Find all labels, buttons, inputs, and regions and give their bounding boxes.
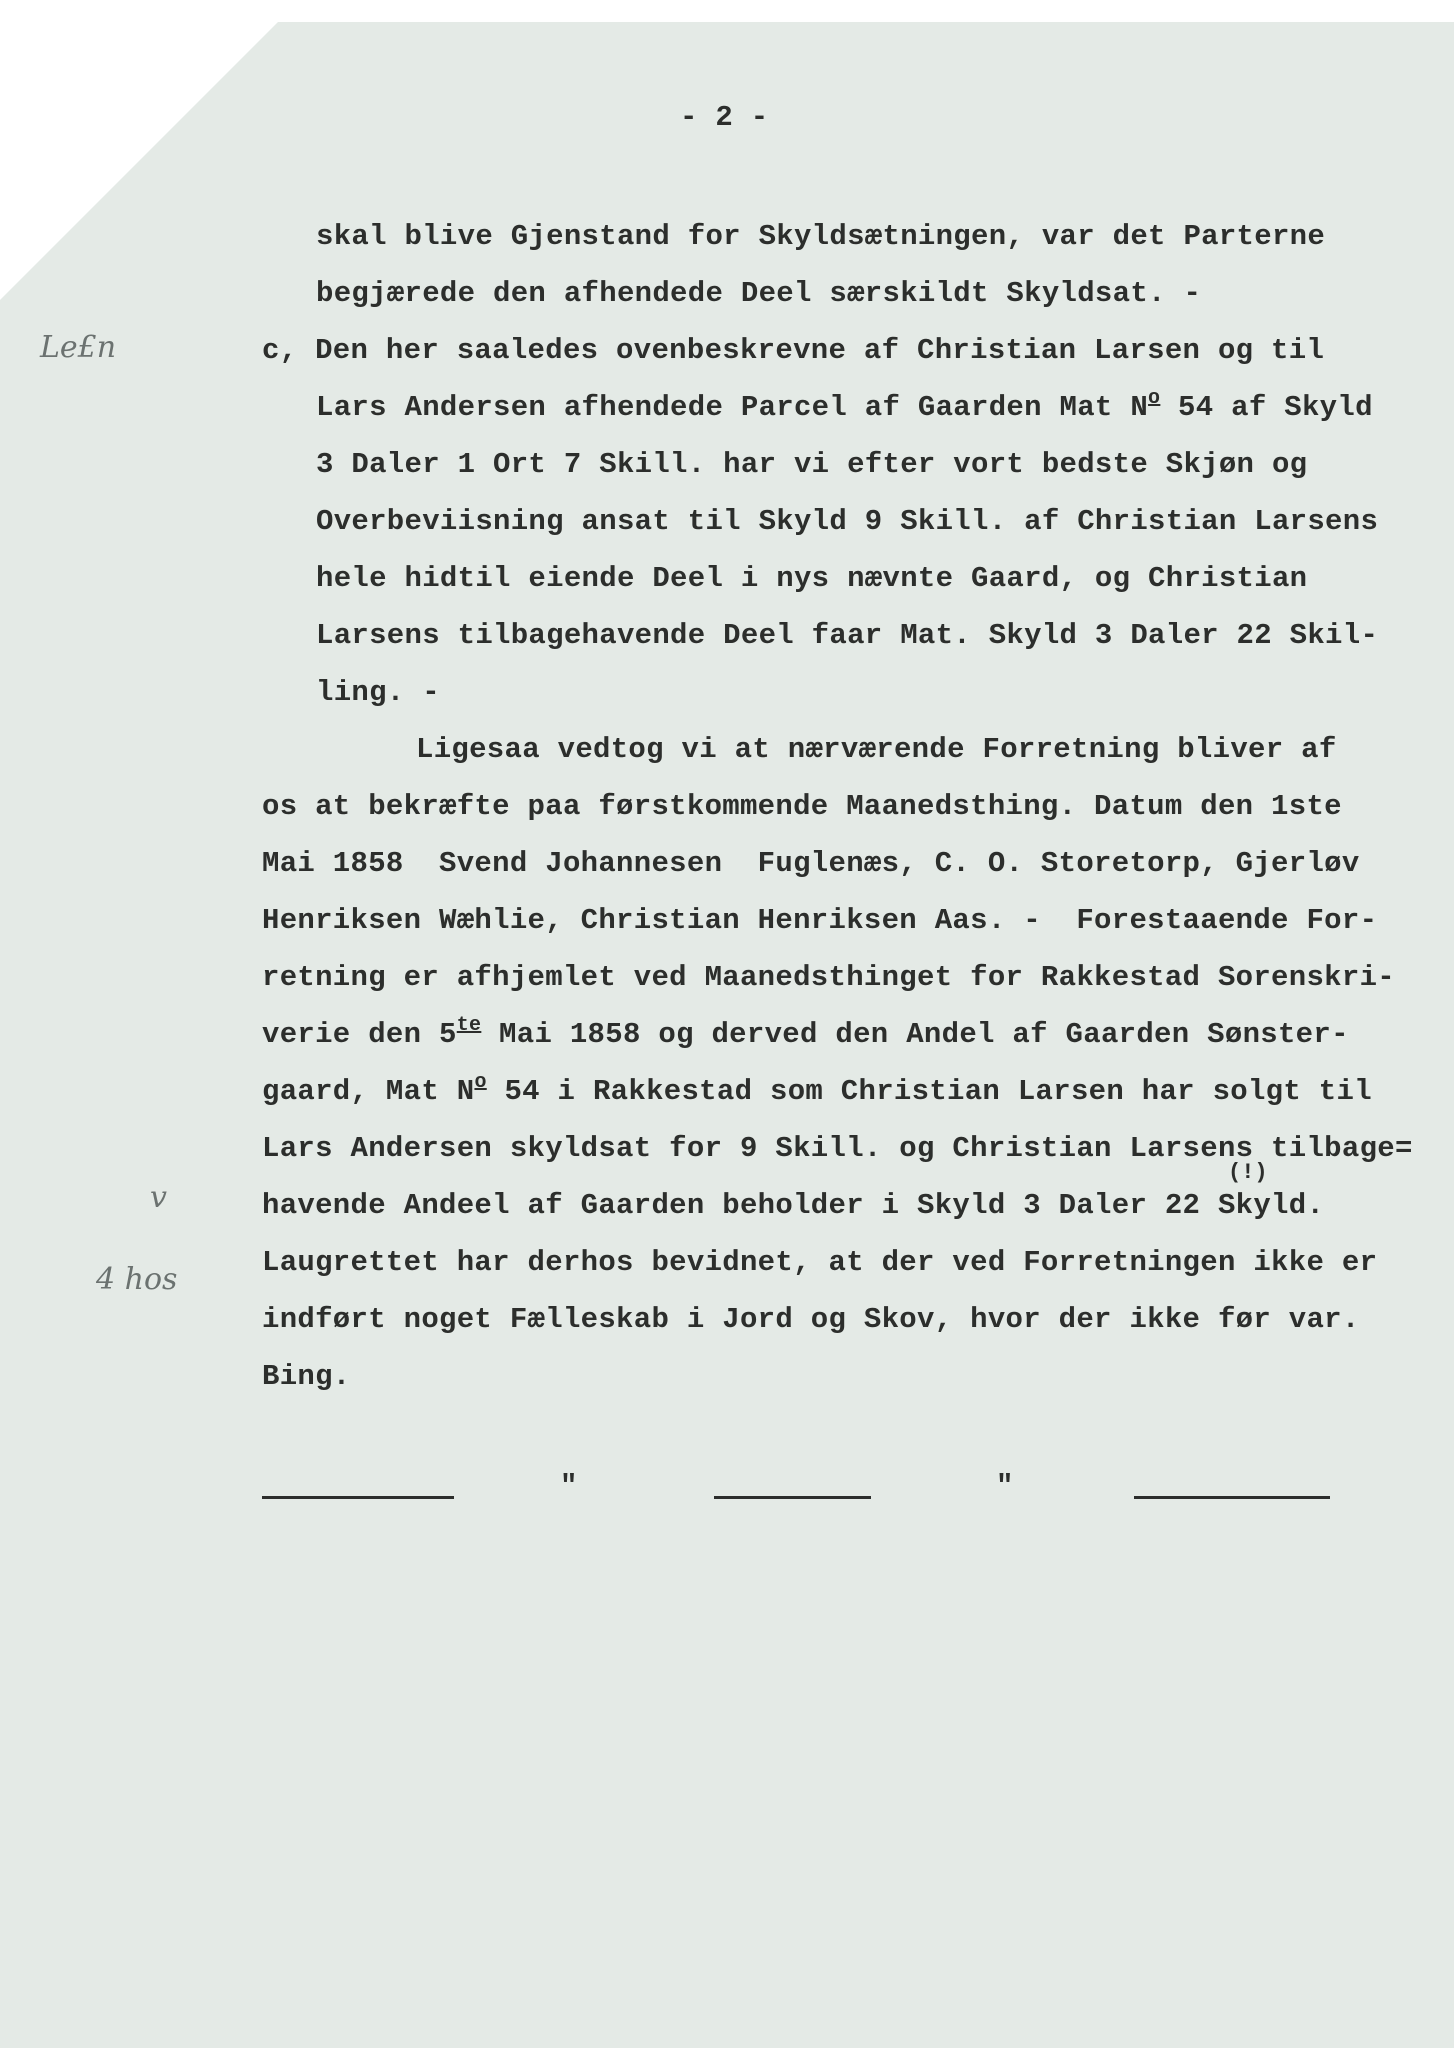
- ditto-mark-2: ": [996, 1470, 1014, 1503]
- text-line-21: Bing.: [262, 1360, 351, 1393]
- text-line-6: Overbeviisning ansat til Skyld 9 Skill. af Christian Larsens: [316, 505, 1379, 538]
- signature-line-1: [262, 1496, 454, 1499]
- page-number: - 2 -: [680, 101, 769, 134]
- text-line-16-end: 54 i Rakkestad som Christian Larsen har solgt til: [486, 1075, 1372, 1108]
- text-line-17: Lars Andersen skyldsat for 9 Skill. og Christian Larsens tilbage=: [262, 1132, 1413, 1165]
- ordinal-superscript: te: [456, 1014, 482, 1037]
- text-line-15-end: Mai 1858 og derved den Andel af Gaarden Sønster-: [481, 1018, 1349, 1051]
- text-line-13: Henriksen Wæhlie, Christian Henriksen Aas. - Forestaaende For-: [262, 904, 1378, 937]
- numero-superscript: o: [1148, 387, 1161, 410]
- margin-note-2: v: [150, 1180, 167, 1215]
- numero-superscript-2: o: [474, 1071, 487, 1094]
- text-line-2: begjærede den afhendede Deel særskildt Skyldsat. -: [316, 277, 1202, 310]
- text-line-1: skal blive Gjenstand for Skyldsætningen, var det Parterne: [316, 220, 1326, 253]
- text-line-16-start: gaard, Mat N: [262, 1075, 475, 1108]
- signature-line-3: [1134, 1496, 1330, 1499]
- margin-note-1: Le£n: [40, 330, 117, 365]
- text-line-16: [262, 1071, 1372, 1108]
- text-line-3: c, Den her saaledes ovenbeskrevne af Christian Larsen og til: [262, 334, 1325, 367]
- ditto-mark-1: ": [560, 1470, 578, 1503]
- text-line-4-start: Lars Andersen afhendede Parcel af Gaarden Mat N: [316, 391, 1149, 424]
- text-line-14: retning er afhjemlet ved Maanedsthinget for Rakkestad Sorenskri-: [262, 961, 1395, 994]
- text-line-11: os at bekræfte paa førstkommende Maanedsthing. Datum den 1ste: [262, 790, 1342, 823]
- text-line-5: 3 Daler 1 Ort 7 Skill. har vi efter vort bedste Skjøn og: [316, 448, 1308, 481]
- text-line-15: [262, 1014, 1349, 1051]
- text-line-10: Ligesaa vedtog vi at nærværende Forretning bliver af: [416, 733, 1337, 766]
- text-line-4-end: 54 af Skyld: [1160, 391, 1373, 424]
- text-line-7: hele hidtil eiende Deel i nys nævnte Gaard, og Christian: [316, 562, 1308, 595]
- sic-annotation: (!): [1228, 1160, 1268, 1185]
- text-line-4: [316, 387, 1373, 424]
- text-line-15-start: verie den 5: [262, 1018, 457, 1051]
- text-line-19: Laugrettet har derhos bevidnet, at der ved Forretningen ikke er: [262, 1246, 1378, 1279]
- text-line-12: Mai 1858 Svend Johannesen Fuglenæs, C. O. Storetorp, Gjerløv: [262, 847, 1360, 880]
- text-line-9: ling. -: [316, 676, 440, 709]
- text-line-8: Larsens tilbagehavende Deel faar Mat. Skyld 3 Daler 22 Skil-: [316, 619, 1379, 652]
- text-line-18: havende Andeel af Gaarden beholder i Skyld 3 Daler 22 Skyld.: [262, 1189, 1325, 1222]
- margin-note-3: 4 hos: [96, 1262, 178, 1297]
- signature-line-2: [714, 1496, 871, 1499]
- text-line-20: indført noget Fælleskab i Jord og Skov, hvor der ikke før var.: [262, 1303, 1360, 1336]
